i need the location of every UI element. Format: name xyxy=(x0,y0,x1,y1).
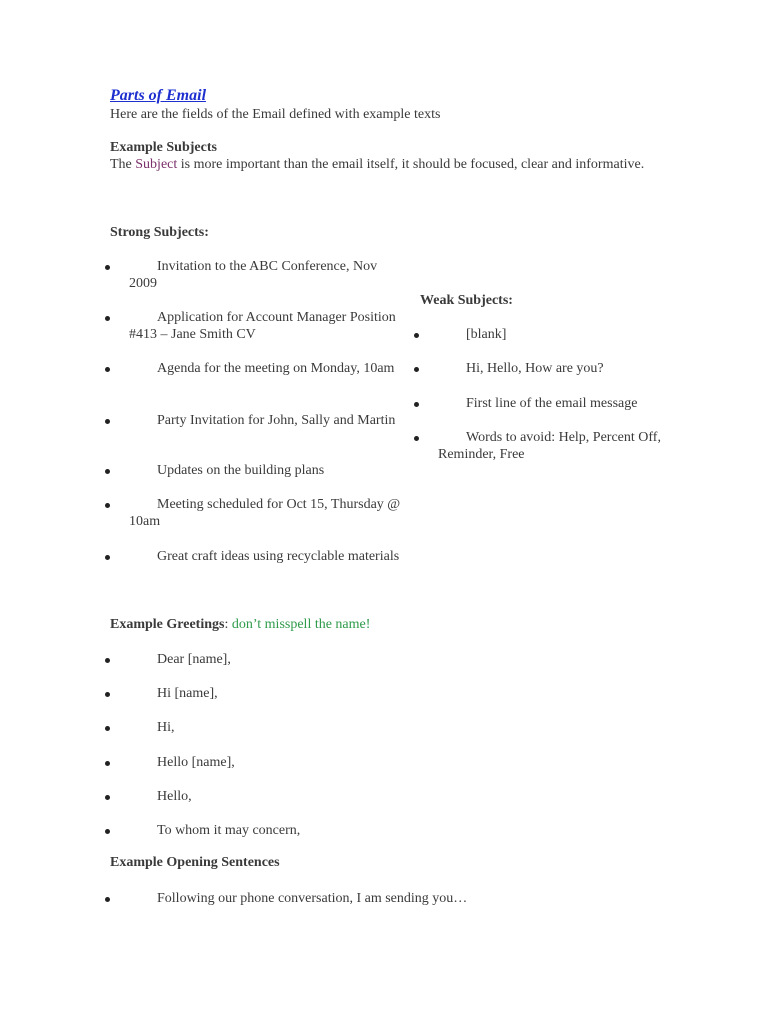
weak-subjects-heading: Weak Subjects: xyxy=(420,293,513,308)
greeting-item-text: Hello, xyxy=(157,789,192,804)
bullet-icon xyxy=(414,402,419,407)
bullet-icon xyxy=(105,897,110,902)
greetings-heading-text: Example Greetings xyxy=(110,617,225,632)
bullet-icon xyxy=(105,829,110,834)
greetings-note: don’t misspell the name! xyxy=(231,617,371,632)
strong-item-text: Invitation to the ABC Conference, Nov 2009 xyxy=(129,259,378,291)
greeting-item-text: Hello [name], xyxy=(157,755,235,770)
strong-item-text: Updates on the building plans xyxy=(157,463,325,478)
strong-item-text: Agenda for the meeting on Monday, 10am xyxy=(157,361,395,376)
greetings-separator: : xyxy=(224,617,232,632)
greeting-item-text: Dear [name], xyxy=(157,652,231,667)
para-before: The xyxy=(110,157,136,172)
opening-item-text: Following our phone conversation, I am sending you… xyxy=(157,891,468,906)
greeting-item-text: Hi [name], xyxy=(157,686,218,701)
example-subjects-heading: Example Subjects xyxy=(110,140,217,155)
bullet-icon xyxy=(105,555,110,560)
weak-item-text: Hi, Hello, How are you? xyxy=(466,361,604,376)
strong-item-text: Great craft ideas using recyclable materials xyxy=(157,549,400,564)
page-title: Parts of Email xyxy=(110,87,207,104)
bullet-icon xyxy=(105,469,110,474)
weak-item-text: [blank] xyxy=(466,327,507,342)
strong-item-text: Party Invitation for John, Sally and Martin xyxy=(157,413,396,428)
strong-item-text: Meeting scheduled for Oct 15, Thursday @ 10am xyxy=(129,497,401,529)
strong-item-text: Application for Account Manager Position #413 – Jane Smith CV xyxy=(129,310,396,342)
bullet-icon xyxy=(105,503,110,508)
bullet-icon xyxy=(105,367,110,372)
bullet-icon xyxy=(105,726,110,731)
weak-item-text: Words to avoid: Help, Percent Off, Reminder, Free xyxy=(438,430,661,462)
bullet-icon xyxy=(105,761,110,766)
bullet-icon xyxy=(105,316,110,321)
example-greetings-heading xyxy=(110,616,370,633)
bullet-icon xyxy=(414,333,419,338)
bullet-icon xyxy=(105,658,110,663)
bullet-icon xyxy=(105,265,110,270)
example-opening-heading: Example Opening Sentences xyxy=(110,855,280,870)
bullet-icon xyxy=(105,692,110,697)
weak-item-text: First line of the email message xyxy=(466,396,638,411)
bullet-icon xyxy=(414,436,419,441)
greeting-item-text: Hi, xyxy=(157,720,175,735)
bullet-icon xyxy=(105,795,110,800)
strong-subjects-heading: Strong Subjects: xyxy=(110,225,209,240)
bullet-icon xyxy=(414,367,419,372)
subject-highlight: Subject xyxy=(135,157,178,172)
subjects-paragraph xyxy=(110,156,650,173)
bullet-icon xyxy=(105,419,110,424)
greeting-item-text: To whom it may concern, xyxy=(157,823,301,838)
para-after: is more important than the email itself, it should be focused, clear and informative. xyxy=(177,157,645,172)
intro-text: Here are the fields of the Email defined with example texts xyxy=(110,107,441,122)
